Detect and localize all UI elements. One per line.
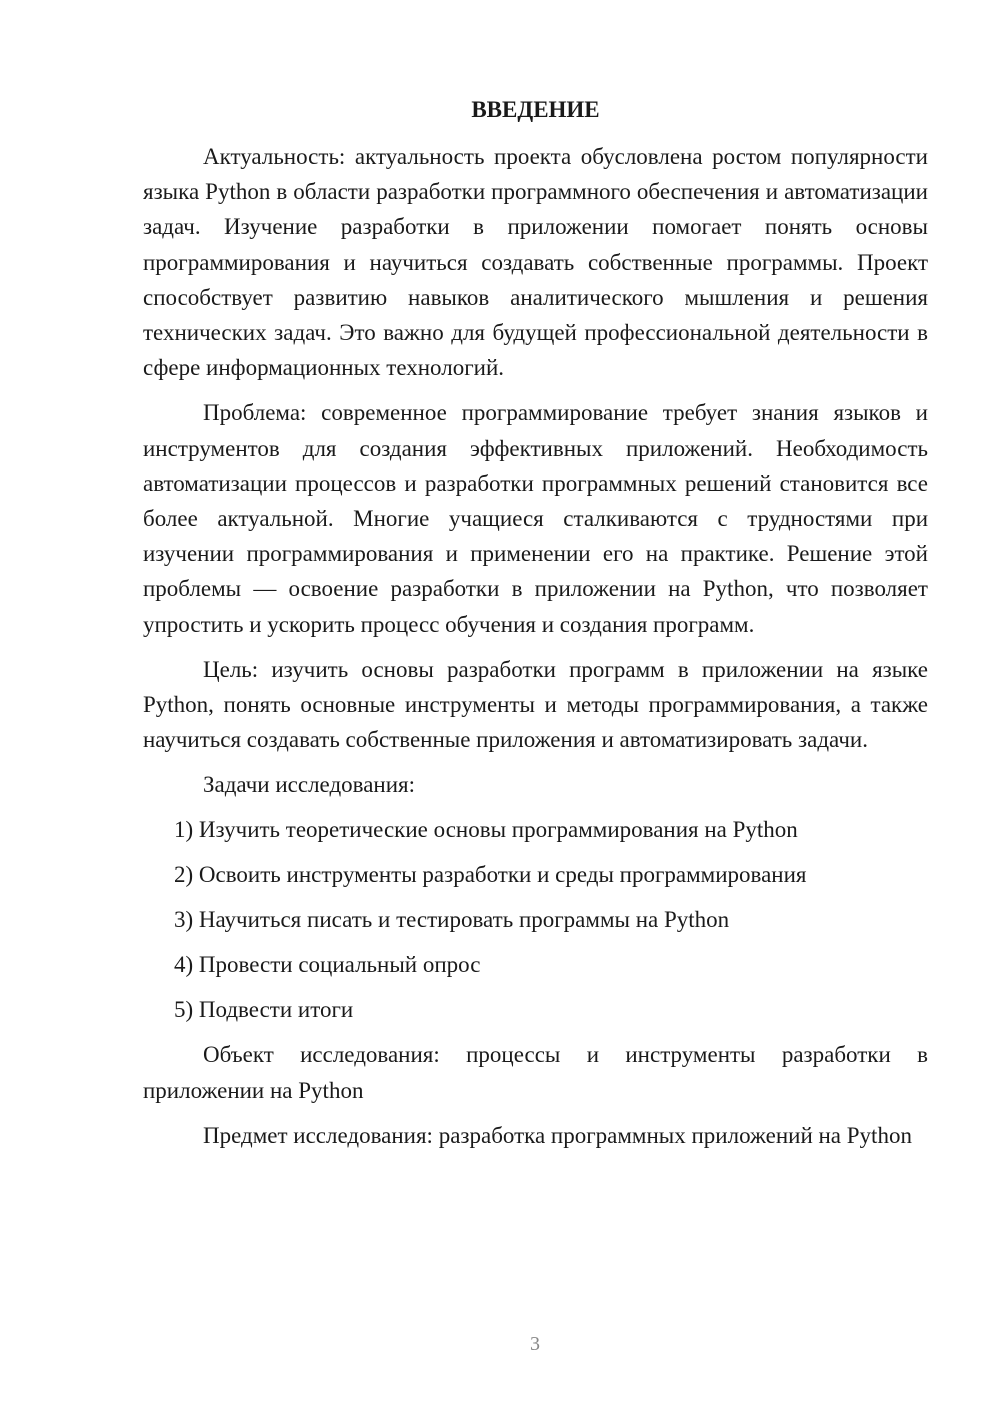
problem-paragraph: Проблема: современное программирование требует знания языков и инструментов для создания эффективных приложений. Необходимость автоматизации процессов и разработки программных решений становится все более актуальной. Многие учащиеся сталкиваются с трудностями при изучении программирования и применении его на практике. Решение этой проблемы — освоение разработки в приложении на Python, что позволяет упростить и ускорить процесс обучения и создания программ. — [143, 400, 928, 637]
task-item: 1) Изучить теоретические основы программирования на Python — [174, 817, 798, 843]
task-item: 2) Освоить инструменты разработки и среды программирования — [174, 862, 807, 888]
page-number: 3 — [530, 1333, 540, 1355]
tasks-list — [143, 812, 928, 1027]
goal-paragraph: Цель: изучить основы разработки программ в приложении на языке Python, понять основные инструменты и методы программирования, а также научиться создавать собственные приложения и автоматизировать задачи. — [143, 656, 928, 753]
task-item: 4) Провести социальный опрос — [174, 952, 481, 978]
tasks-title: Задачи исследования: — [203, 772, 416, 798]
task-item: 3) Научиться писать и тестировать программы на Python — [174, 907, 730, 933]
document-page — [143, 95, 928, 1163]
object-paragraph: Объект исследования: процессы и инструменты разработки в приложении на Python — [143, 1042, 928, 1103]
task-item: 5) Подвести итоги — [174, 997, 354, 1023]
relevance-paragraph: Актуальность: актуальность проекта обусловлена ростом популярности языка Python в области разработки программного обеспечения и автоматизации задач. Изучение разработки в приложении помогает понять основы программирования и научиться создавать собственные программы. Проект способствует развитию навыков аналитического мышления и решения технических задач. Это важно для будущей профессиональной деятельности в сфере информационных технологий. — [143, 144, 928, 381]
section-heading: ВВЕДЕНИЕ — [471, 97, 600, 122]
subject-paragraph: Предмет исследования: разработка программных приложений на Python — [203, 1122, 912, 1148]
